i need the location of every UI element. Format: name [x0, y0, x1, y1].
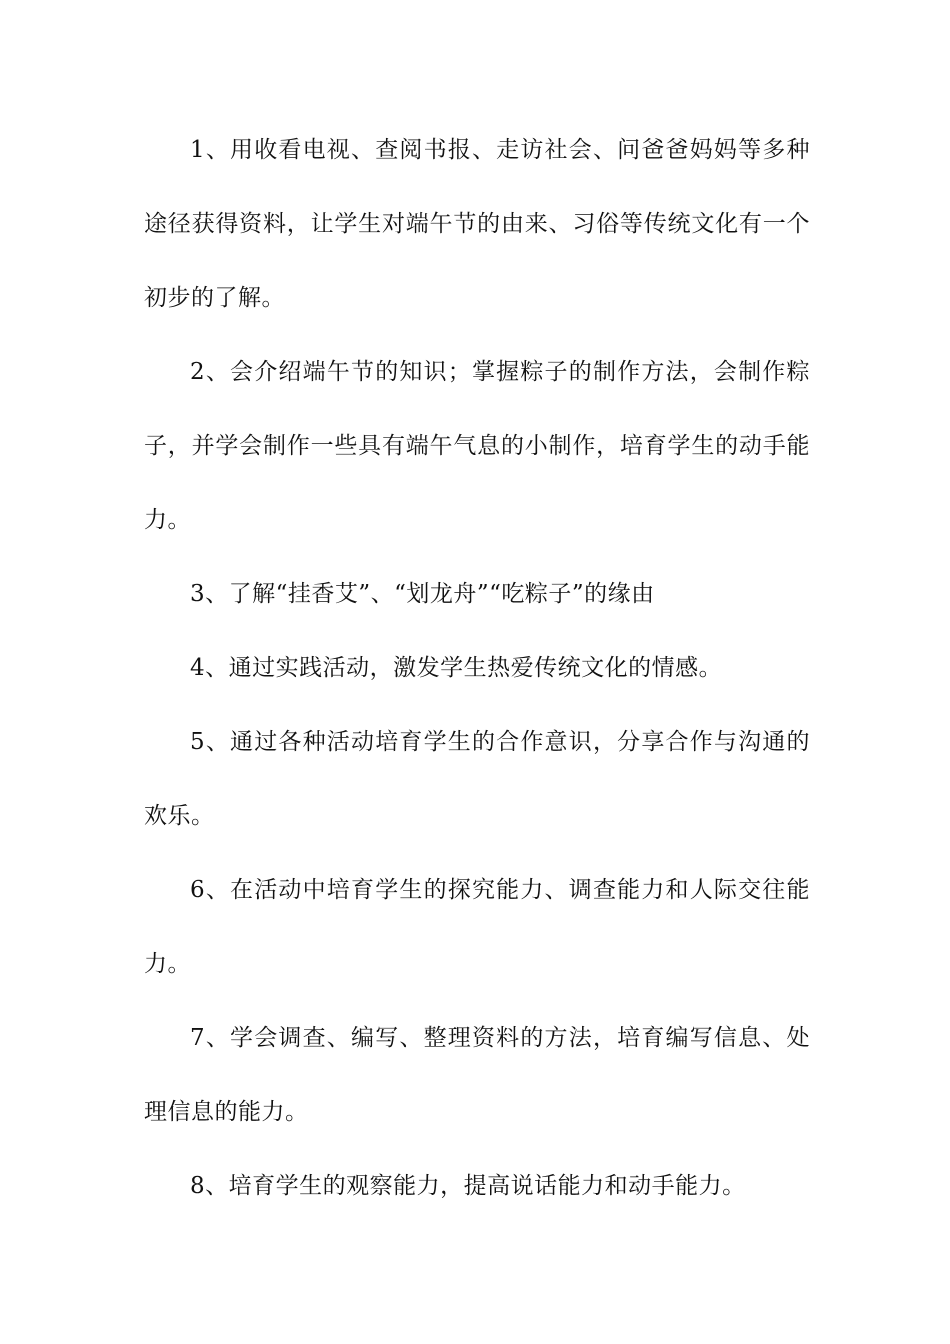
paragraph-7: 7、学会调查、编写、整理资料的方法，培育编写信息、处理信息的能力。	[144, 1025, 810, 1125]
document-body	[144, 113, 810, 1223]
paragraph-6: 6、在活动中培育学生的探究能力、调查能力和人际交往能力。	[144, 877, 810, 977]
paragraph-5: 5、通过各种活动培育学生的合作意识，分享合作与沟通的欢乐。	[144, 729, 810, 829]
paragraph-4: 4、通过实践活动，激发学生热爱传统文化的情感。	[190, 655, 723, 681]
paragraph-8: 8、培育学生的观察能力，提高说话能力和动手能力。	[190, 1173, 746, 1199]
paragraph-2: 2、会介绍端午节的知识；掌握粽子的制作方法，会制作粽子，并学会制作一些具有端午气息的小制作，培育学生的动手能力。	[144, 359, 810, 533]
paragraph-3: 3、了解“挂香艾”、“划龙舟”“吃粽子”的缘由	[190, 581, 655, 607]
paragraph-1: 1、用收看电视、查阅书报、走访社会、问爸爸妈妈等多种途径获得资料，让学生对端午节的由来、习俗等传统文化有一个初步的了解。	[144, 137, 810, 311]
